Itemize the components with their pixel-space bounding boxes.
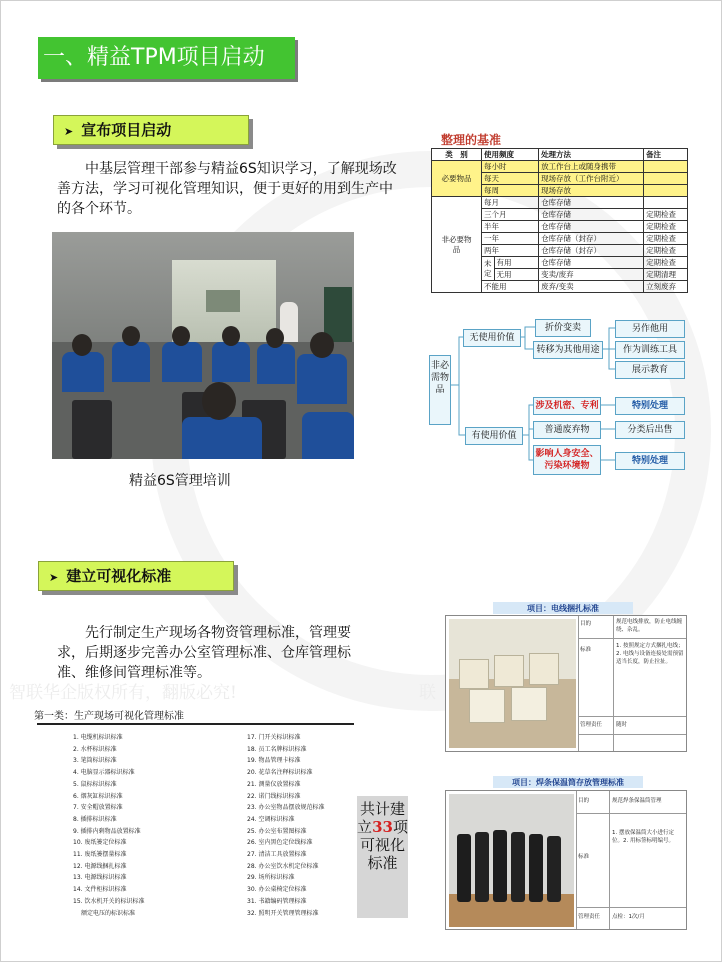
panel1-photo xyxy=(449,619,576,748)
panel2-row2-text: 1. 摆放保温筒大小进行定位。2. 用标签标明编号。 xyxy=(612,830,674,844)
panel1-title: 项目：电线捆扎标准 xyxy=(493,602,633,614)
table-cell: 仓库存储 xyxy=(539,209,644,221)
diagram-safety: 影响人身安全、污染环境物 xyxy=(533,445,601,475)
standards-column-2 xyxy=(247,732,357,919)
header-frequency: 使用频度 xyxy=(482,149,539,161)
list-item: 10. 废纸篓定位标准 xyxy=(73,839,127,847)
diagram-has-value: 有使用价值 xyxy=(465,427,523,445)
panel2-photo xyxy=(449,794,574,927)
diagram-exhibit: 展示教育 xyxy=(615,361,685,379)
list-item: 21. 测量仪放置标准 xyxy=(247,780,301,788)
standards-list-title: 第一类：生产现场可视化管理标准 xyxy=(34,711,184,722)
section-heading-standards-label: 建立可视化标准 xyxy=(66,567,172,585)
sorting-table xyxy=(431,148,688,293)
standards-paragraph: 先行制定生产现场各物资管理标准，管理要求，后期逐步完善办公室管理标准、仓库管理标准、维修间管理标准等。 xyxy=(57,625,351,681)
watermark-text: 智联华企版权所有，翻版必究! xyxy=(9,683,237,703)
list-item: 1. 电缆机标识标准 xyxy=(73,734,123,741)
table-cell: 仓库存储 xyxy=(539,197,644,209)
table-cell: 定期检查 xyxy=(644,221,688,233)
header-method: 处理方法 xyxy=(539,149,644,161)
list-item: 3. 笔筒标识标准 xyxy=(73,757,117,765)
panel2-row3-text: 点检：1次/月 xyxy=(612,914,645,920)
unneeded-label: 非必要物品 xyxy=(432,197,482,293)
list-item: 12. 电源线捆扎标准 xyxy=(73,862,127,870)
list-item: 32. 照明开关管理管理标准 xyxy=(247,909,319,917)
training-photo xyxy=(52,232,354,459)
diagram-other-use: 另作他用 xyxy=(615,320,685,338)
undecided-label: 未定 xyxy=(482,257,495,281)
header-remark: 备注 xyxy=(644,149,688,161)
list-item: 5. 鼠标标识标准 xyxy=(73,780,117,788)
list-item: 13. 电源线标识标准 xyxy=(73,874,127,882)
table-cell: 定期检查 xyxy=(644,233,688,245)
list-item: 27. 清洁工具放置标准 xyxy=(247,851,307,859)
table-cell: 定期检查 xyxy=(644,245,688,257)
standards-column-1 xyxy=(73,732,243,919)
list-item: 28. 办公室饮水机定位标准 xyxy=(247,862,319,870)
total-standards-badge xyxy=(357,796,408,918)
table-cell: 立刻废弃 xyxy=(644,281,688,293)
panel1-row2-label: 标准 xyxy=(580,647,592,653)
table-cell: 每周 xyxy=(482,185,539,197)
needed-label: 必要物品 xyxy=(432,161,482,197)
panel2-row2-label: 标准 xyxy=(578,854,590,860)
diagram-waste: 普通废弃物 xyxy=(533,421,601,439)
table-cell: 放工作台上或随身携带 xyxy=(539,161,644,173)
table-cell: 定期检查 xyxy=(644,209,688,221)
diagram-special-2: 特别处理 xyxy=(615,452,685,470)
table-cell: 定期检查 xyxy=(644,257,688,269)
list-item: 9. 插排内剩物品放置标准 xyxy=(73,827,141,835)
table-cell: 仓库存储 xyxy=(539,221,644,233)
table-cell: 每天 xyxy=(482,173,539,185)
table-cell: 半年 xyxy=(482,221,539,233)
list-item: 30. 办公桌椅定位标准 xyxy=(247,886,307,894)
table-cell: 每小时 xyxy=(482,161,539,173)
panel2-row3-label: 管理责任 xyxy=(578,914,601,920)
table-cell xyxy=(644,185,688,197)
total-number: 33 xyxy=(372,818,393,836)
diagram-special-1: 特别处理 xyxy=(615,397,685,415)
table-cell xyxy=(644,173,688,185)
table-cell: 不能用 xyxy=(482,281,539,293)
list-item: 4. 电脑显示器标识标准 xyxy=(73,769,135,777)
arrow-icon: ➤ xyxy=(49,571,59,584)
table-cell: 变卖/废弃 xyxy=(539,269,644,281)
list-item: 7. 安全帽放置标准 xyxy=(73,804,123,812)
table-cell: 每月 xyxy=(482,197,539,209)
diagram-sell: 折价变卖 xyxy=(535,319,591,337)
list-item: 24. 空调标识标准 xyxy=(247,815,295,823)
list-item: 20. 花草名注释标识标准 xyxy=(247,769,313,777)
unneeded-items-diagram xyxy=(429,315,691,475)
table-cell xyxy=(644,197,688,209)
list-item: 14. 文件柜标识标准 xyxy=(73,886,127,894)
list-item: 15. 饮水机开关的标识标准 xyxy=(73,897,145,905)
total-suffix: 项可视化标准 xyxy=(359,818,408,872)
diagram-recycle: 分类后出售 xyxy=(615,421,685,439)
launch-paragraph: 中基层管理干部参与精益6S知识学习，了解现场改善方法，学习可视化管理知识，便于更好的用到生产中的各个环节。 xyxy=(57,161,397,217)
table-cell: 现场存放（工作台附近） xyxy=(539,173,644,185)
table-cell: 废弃/变卖 xyxy=(539,281,644,293)
list-item: 17. 门开关标识标准 xyxy=(247,734,301,741)
panel2 xyxy=(445,790,687,930)
panel1-row3-label: 管理责任 xyxy=(580,722,603,728)
watermark-text-right: 联 xyxy=(419,683,436,703)
list-item: 29. 场所标识标准 xyxy=(247,874,295,882)
diagram-convert: 转移为其他用途 xyxy=(533,341,603,359)
list-item: 23. 办公室物品摆放规范标准 xyxy=(247,804,325,812)
list-item: 18. 员工名牌标识标准 xyxy=(247,745,307,753)
list-item: 6. 烟灰缸标识标准 xyxy=(73,792,123,800)
table-cell: 两年 xyxy=(482,245,539,257)
sorting-title: 整理的基准 xyxy=(441,133,502,147)
panel1-row1-text: 规范电线排放，防止电线缠绕、杂乱。 xyxy=(616,619,683,633)
arrow-icon: ➤ xyxy=(64,125,74,138)
list-item: 19. 物品管理卡标准 xyxy=(247,757,301,765)
list-item: 25. 办公室布置图标准 xyxy=(247,827,307,835)
panel1-row1-label: 目的 xyxy=(580,621,592,627)
panel1-row3-text: 随时 xyxy=(616,722,628,728)
divider xyxy=(37,723,354,725)
diagram-no-value: 无使用价值 xyxy=(463,329,521,347)
table-cell: 有用 xyxy=(494,257,539,269)
list-item: 22. 诺门线标识标准 xyxy=(247,792,301,800)
list-item: 8. 插排标识标准 xyxy=(73,815,117,823)
table-cell: 定期清理 xyxy=(644,269,688,281)
panel2-row1-text: 规范焊条保温筒管理 xyxy=(612,798,662,804)
table-cell: 仓库存储（封存） xyxy=(539,233,644,245)
list-item: 31. 书籍编码管理标准 xyxy=(247,897,307,905)
section-heading-standards xyxy=(38,561,234,591)
table-cell: 无用 xyxy=(494,269,539,281)
header-category: 类 别 xyxy=(432,149,482,161)
diagram-root: 非必需物品 xyxy=(429,355,451,425)
panel2-row1-label: 目的 xyxy=(578,798,590,804)
panel2-title: 项目：焊条保温筒存放管理标准 xyxy=(493,776,643,788)
table-cell: 仓库存储（封存） xyxy=(539,245,644,257)
panel1 xyxy=(445,615,687,752)
list-item: 2. 水杯标识标准 xyxy=(73,745,117,753)
table-cell: 三个月 xyxy=(482,209,539,221)
photo-caption: 精益6S管理培训 xyxy=(129,473,231,489)
table-cell: 现场存放 xyxy=(539,185,644,197)
diagram-training: 作为训练工具 xyxy=(615,341,685,359)
total-prefix: 共计建立 xyxy=(357,800,405,836)
list-item: 26. 室内黑色定位线标准 xyxy=(247,839,313,847)
section-heading-launch-label: 宣布项目启动 xyxy=(81,121,172,139)
table-cell: 仓库存储 xyxy=(539,257,644,269)
list-item: 额定电压的标识标准 xyxy=(81,909,136,917)
section-heading-launch xyxy=(53,115,249,145)
table-cell xyxy=(644,161,688,173)
table-cell: 一年 xyxy=(482,233,539,245)
list-item: 11. 废纸篓摆量标准 xyxy=(73,851,127,859)
page-title: 一、精益TPM项目启动 xyxy=(38,37,295,79)
diagram-secret: 涉及机密、专利 xyxy=(533,397,601,415)
panel1-row2-text: 1. 按照规定方式捆扎电线；2. 电线与设备连接处需预留适当长度，防止拉扯。 xyxy=(616,643,684,665)
